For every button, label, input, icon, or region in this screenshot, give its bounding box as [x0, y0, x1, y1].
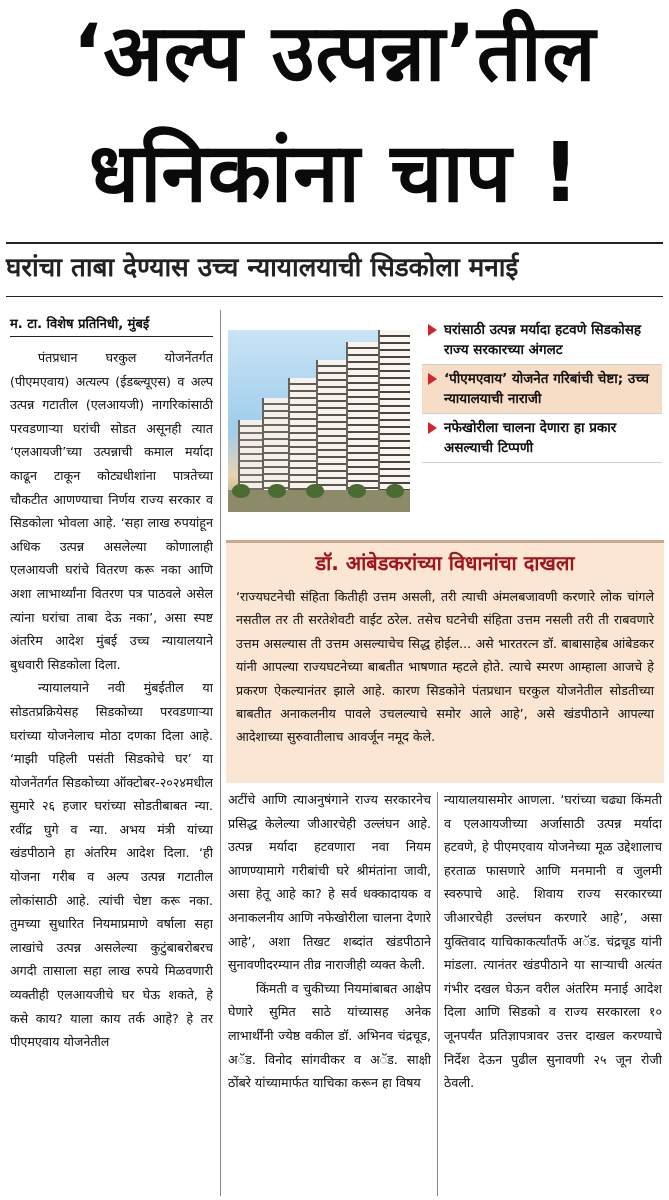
quote-box-body: ‘राज्यघटनेची संहिता कितीही उत्तम असली, तरी त्याची अंमलबजावणी करणारे लोक चांगले नसतील तर ती सरतेशेवटी वाईट ठरेल. तसेच घटनेची संहिता उत्तम नसली तरी ती राबवणारे उत्तम असल्यास ती उत्तम असल्याचेच सिद्ध होईल... असे भारतरत्न डॉ. बाबासाहेब आंबेडकर यांनी आपल्या राज्यघटनेच्या बाबतीत भाषणात म्हटले होते. त्याचे स्मरण आम्हाला आजचे हे प्रकरण ऐकल्यानंतर झाले आहे. कारण सिडकोने पंतप्रधान घरकुल योजनेतील सोडतीच्या बाबतीत अनाकलनीय पावले उचलल्याचे समोर आले आहे’, असे खंडपीठाने आपल्या आदेशाच्या सुरुवातीलाच आवर्जून नमूद केले.	[236, 589, 654, 745]
article-paragraph: न्यायालयासमोर आणला. ‘घरांच्या चढ्या किंमती व एलआयजीच्या अर्जासाठी उत्पन्न मर्यादा हटवणे, हे पीएमएवाय योजनेच्या मूळ उद्देशालाच हरताळ फासणारे आणि मनमानी व जुलमी स्वरुपाचे आहे. शिवाय राज्य सरकारच्या जीआरचेही उल्लंघन करणारे आहे’, असा युक्तिवाद याचिकाकर्त्यांतर्फे अॅड. चंद्रचूड यांनी मांडला. त्यानंतर खंडपीठाने या साऱ्याची अत्यंत गंभीर दखल घेऊन वरील अंतरिम मनाई आदेश दिला आणि सिडको व राज्य सरकारला १० जूनपर्यंत प्रतिज्ञापत्रावर उत्तर दाखल करण्याचे निर्देश देऊन पुढील सुनावणी २५ जून रोजी ठेवली.	[444, 792, 662, 1091]
highlights-list	[422, 316, 662, 463]
highlight-item	[422, 316, 662, 365]
article-column-2	[228, 788, 431, 1168]
highlight-text: घरांसाठी उत्पन्न मर्यादा हटवणे सिडकोसह राज्य सरकारच्या अंगलट	[444, 322, 642, 358]
highlight-item	[422, 414, 662, 463]
article-paragraph: अटींचे आणि त्याअनुषंगाने राज्य सरकारनेच प्रसिद्ध केलेल्या जीआरचेही उल्लंघन आहे. उत्पन्न मर्यादा हटवणारा नवा नियम आणण्यामागे गरीबांची घरे श्रीमंतांना जावी, असा हेतू आहे का? हे सर्व धक्कादायक व अनाकलनीय आणि नफेखोरीला चालना देणारे आहे’, अशा तिखट शब्दांत खंडपीठाने सुनावणीदरम्यान तीव्र नाराजीही व्यक्त केली.	[228, 792, 431, 973]
arrow-right-icon	[428, 422, 437, 434]
article-paragraph: किंमती व चुकीच्या नियमांबाबत आक्षेप घेणारे सुमित साठे यांच्यासह अनेक लाभार्थींनी ज्येष्ठ वकील डॉ. अभिनव चंद्रचूड, अॅड. विनोद सांगवीकर व अॅड. साक्षी ठोंबरे यांच्यामार्फत याचिका करून हा विषय	[228, 980, 431, 1091]
subheadline-divider	[6, 296, 663, 297]
arrow-right-icon	[428, 373, 437, 385]
column-divider	[220, 310, 221, 1196]
quote-box-title: डॉ. आंबेडकरांच्या विधानांचा दाखला	[315, 551, 575, 575]
highlight-item	[422, 365, 662, 414]
building-photo	[228, 330, 410, 512]
article-column-3	[444, 788, 662, 1188]
byline-divider	[10, 336, 213, 337]
byline: म. टा. विशेष प्रतिनिधी, मुंबई	[10, 317, 150, 332]
headline-line-2: धनिकांना चाप !	[88, 126, 581, 221]
headline-divider	[6, 242, 663, 244]
subheadline: घरांचा ताबा देण्यास उच्च न्यायालयाची सिडकोला मनाई	[6, 253, 519, 283]
column-divider	[437, 792, 438, 1196]
headline-line-1: ‘अल्प उत्पन्ना’तील	[72, 9, 597, 99]
arrow-right-icon	[428, 324, 437, 336]
quote-box	[226, 540, 664, 783]
article-paragraph: पंतप्रधान घरकुल योजनेंतर्गत (पीएमएवाय) अत्यल्प (ईडब्ल्यूएस) व अल्प उत्पन्न गटातील (एलआयजी) नागरिकांसाठी परवडणाऱ्या घरांची सोडत असूनही त्यात ‘एलआयजी’च्या उत्पन्नाची कमाल मर्यादा काढून टाकून कोट्यधीशांना पात्रतेच्या चौकटीत आणण्याचा निर्णय राज्य सरकार व सिडकोला भोवला आहे. ‘सहा लाख रुपयांहून अधिक उत्पन्न असलेल्या कोणालाही एलआयजी घरांचे वितरण करू नका आणि अशा लाभार्थ्यांना वितरण पत्र पाठवले असेल त्यांना घरांचा ताबा देऊ नका’, असा स्पष्ट अंतरिम आदेश मुंबई उच्च न्यायालयाने बुधवारी सिडकोला दिला.	[10, 350, 213, 672]
article-paragraph: न्यायालयाने नवी मुंबईतील या सोडतप्रक्रियेसह सिडकोच्या परवडणाऱ्या घरांच्या योजनेलाच मोठा दणका दिला आहे. ‘माझी पहिली पसंती सिडकोचे घर’ या योजनेंतर्गत सिडकोच्या ऑक्टोबर-२०२४मधील सुमारे २६ हजार घरांच्या सोडतीबाबत न्या. रवींद्र घुगे व न्या. अभय मंत्री यांच्या खंडपीठाने हा अंतरिम आदेश दिला. ‘ही योजना गरीब व अल्प उत्पन्न गटातील लोकांसाठी आहे. त्यांची चेष्टा करू नका. तुमच्या सुधारित नियमाप्रमाणे वर्षाला सहा लाखांचे उत्पन्न असलेल्या कुटुंबाबरोबरच अगदी तासाला सहा लाख रुपये मिळवणारी व्यक्तीही एलआयजीचे घर घेऊ शकते, हे कसे काय? याला काय तर्क आहे? हे तर पीएमएवाय योजनेतील	[10, 680, 213, 1050]
highlight-text: ‘पीएमएवाय’ योजनेत गरिबांची चेष्टा; उच्च न्यायालयाची नाराजी	[444, 371, 649, 407]
highlight-text: नफेखोरीला चालना देणारा हा प्रकार असल्याची टिप्पणी	[444, 420, 617, 456]
article-column-1	[10, 346, 213, 1196]
